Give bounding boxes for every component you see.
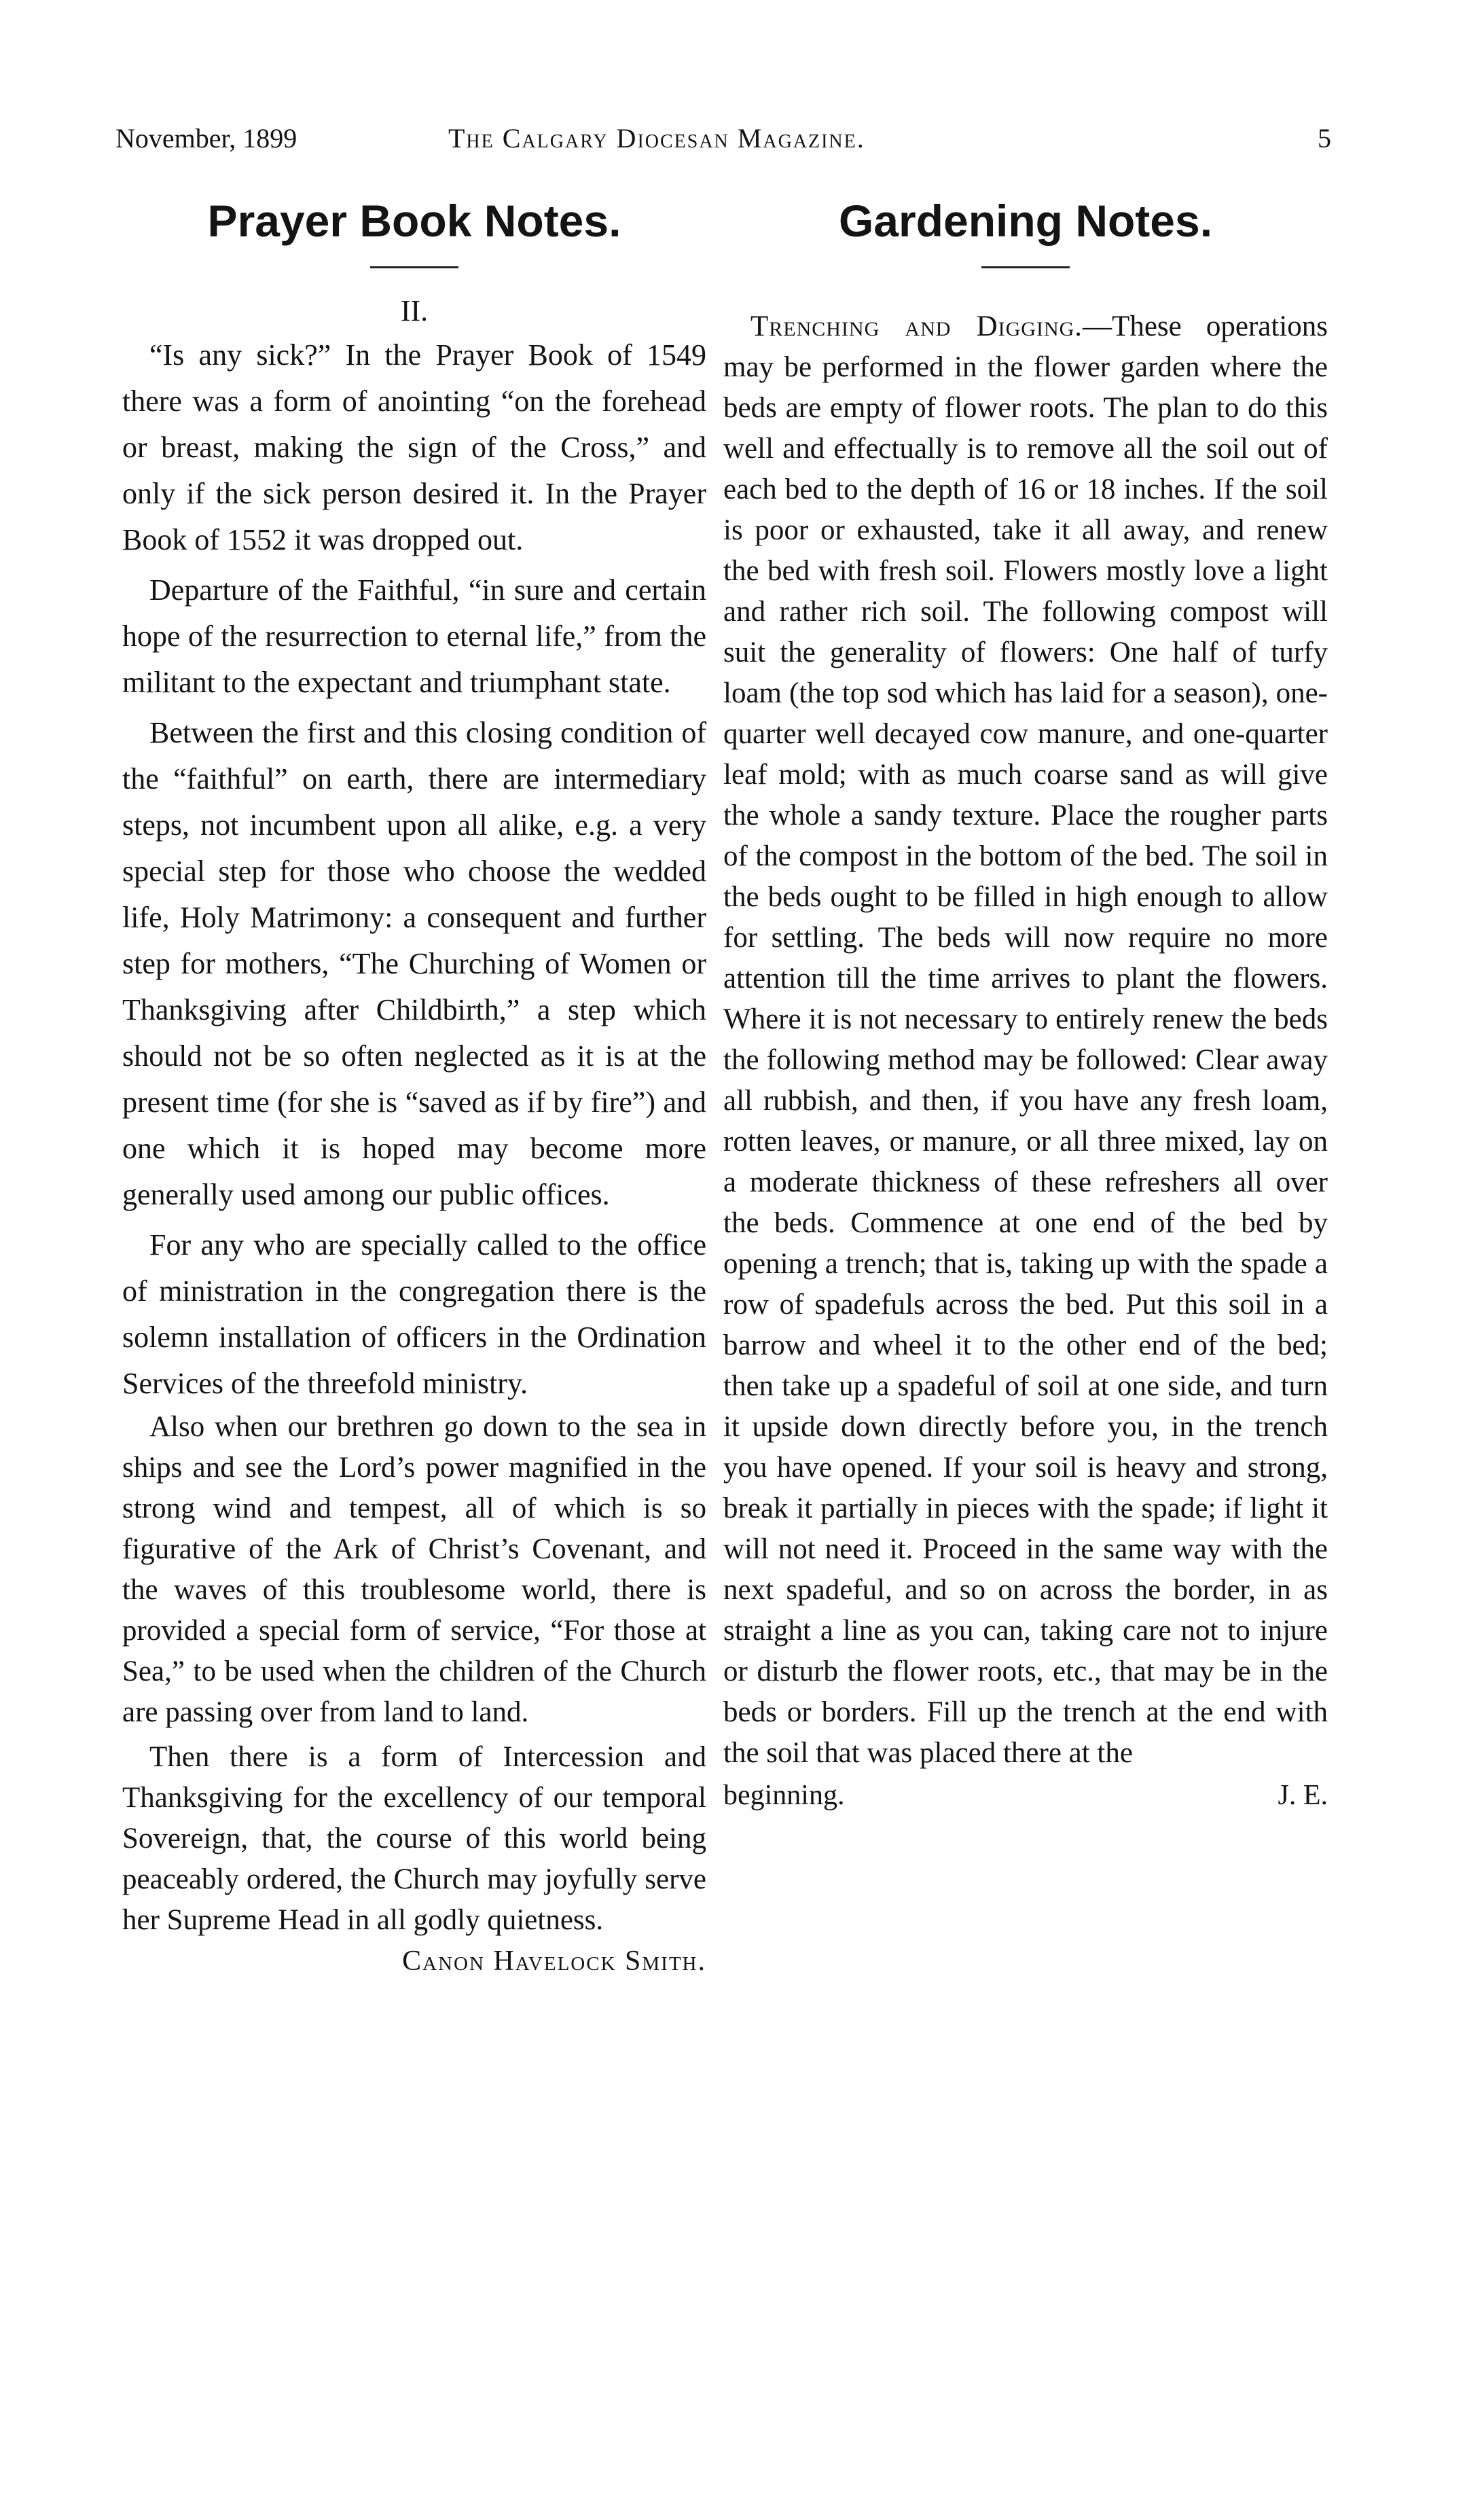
closing-word: beginning.	[723, 1780, 845, 1811]
prayer-book-notes-heading: Prayer Book Notes.	[207, 196, 621, 246]
closing-line	[723, 1779, 1328, 1812]
paragraph: Also when our brethren go down to the sea in ships and see the Lord’s power magnified in the strong wind and tempest, all of which is so figurative of the Ark of Christ’s Covenant, and the waves of this troublesome world, there is provided a special form of service, “For those at Sea,” to be used when the children of the Church are passing over from land to land.	[122, 1411, 706, 1728]
paragraph: “Is any sick?” In the Prayer Book of 1549 there was a form of anointing “on the forehead or breast, making the sign of the Cross,” and only if the sick person desired it. In the Prayer Book of 1552 it was dropped out.	[122, 338, 706, 556]
issue-date: November, 1899	[115, 123, 297, 154]
paragraph: For any who are specially called to the office of ministration in the congregation there is the solemn installation of officers in the Ordination Services of the threefold ministry.	[122, 1228, 706, 1400]
prayer-book-notes-column	[122, 190, 706, 1977]
paragraph-body: —These operations may be performed in the flower garden where the beds are empty of flower roots. The plan to do this well and effectually is to remove all the soil out of each bed to the depth of 16 or 18 inches. If the soil is poor or exhausted, take it all away, and renew the bed with fresh soil. Flowers mostly love a light and rather rich soil. The following compost will suit the generality of flowers: One half of turfy loam (the top sod which has laid for a season), one-quarter well decayed cow manure, and one-quarter leaf mold; with as much coarse sand as will give the whole a sandy texture. Place the rougher parts of the compost in the bottom of the bed. The soil in the beds ought to be filled in high enough to allow for settling. The beds will now require no more attention till the time arrives to plant the flowers. Where it is not necessary to entirely renew the beds the following method may be followed: Clear away all rubbish, and then, if you have any fresh loam, rotten leaves, or manure, or all three mixed, lay on a moderate thickness of these refreshers all over the beds. Commence at one end of the bed by opening a trench; that is, taking up with the spade a row of spadefuls across the bed. Put this soil in a barrow and wheel it to the other end of the bed; then take up a spadeful of soil at one side, and turn it upside down directly before you, in the trench you have opened. If your soil is heavy and strong, break it partially in pieces with the spade; if light it will not need it. Proceed in the same way with the next spadeful, and so on across the border, in as straight a line as you can, taking care not to injure or disturb the flower roots, etc., that may be in the beds or borders. Fill up the trench at the end with the soil that was placed there at the	[723, 310, 1328, 1769]
heading-rule	[370, 266, 458, 268]
gardening-notes-heading: Gardening Notes.	[838, 196, 1213, 246]
page-number: 5	[1318, 123, 1331, 154]
gardening-notes-column	[723, 190, 1328, 1812]
paragraph: Then there is a form of Intercession and Thanksgiving for the excellency of our temporal Sovereign, that, the course of this world being peaceably ordered, the Church may joyfully serve her Supreme Head in all godly quietness.	[122, 1741, 706, 1936]
magazine-title: The Calgary Diocesan Magazine.	[448, 123, 865, 154]
section-number: II.	[400, 294, 429, 327]
paragraph	[723, 306, 1328, 1774]
paragraph: Departure of the Faithful, “in sure and certain hope of the resurrection to eternal life,” from the militant to the expectant and triumphant state.	[122, 573, 706, 699]
running-head	[115, 122, 1331, 163]
heading-rule	[981, 266, 1070, 268]
gardening-text-block	[723, 306, 1328, 1774]
smaller-type-block	[122, 1407, 706, 1941]
author-initials: J. E.	[1278, 1780, 1328, 1811]
paragraph: Between the first and this closing condition of the “faithful” on earth, there are intermediary steps, not incumbent upon all alike, e.g. a very special step for those who choose the wedded life, Holy Matrimony: a consequent and further step for mothers, “The Churching of Women or Thanksgiving after Childbirth,” a step which should not be so often neglected as it is at the present time (for she is “saved as if by fire”) and one which it is hoped may become more generally used among our public offices.	[122, 716, 706, 1211]
lead-in-caption: Trenching and Digging.	[750, 310, 1083, 342]
author-signature: Canon Havelock Smith.	[402, 1946, 706, 1977]
